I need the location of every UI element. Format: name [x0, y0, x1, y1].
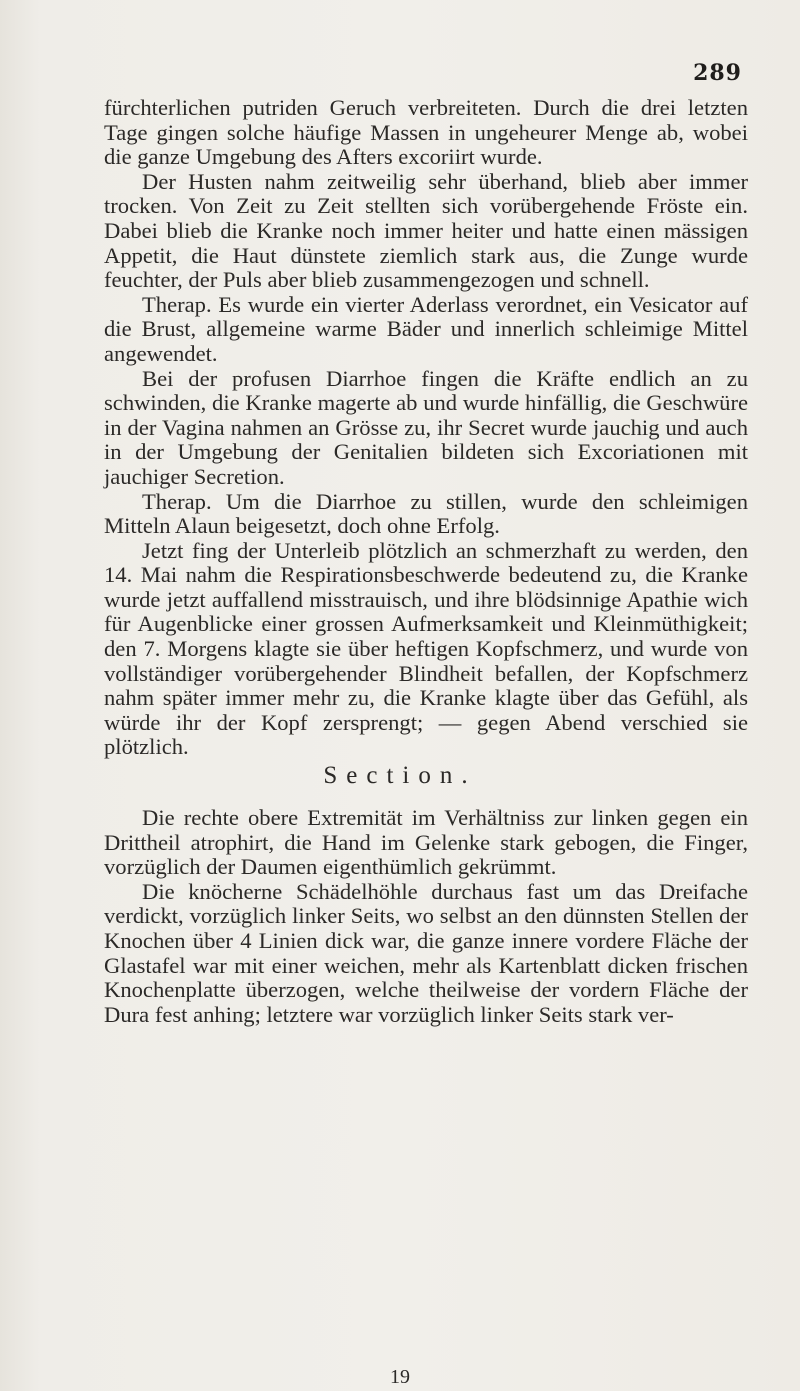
paragraph-cough: Der Husten nahm zeitweilig sehr überhand, blieb aber immer trocken. Von Zeit zu Zeit stellten sich vorübergehende Fröste ein. Dabei blieb die Kranke noch immer heiter und hatte einen mässigen Appetit, die Haut dünstete ziemlich stark aus, die Zunge wurde feuchter, der Puls aber blieb zusammengezogen und schnell.	[104, 168, 748, 293]
paragraph-extremity: Die rechte obere Extremität im Verhältniss zur linken gegen ein Drittheil atrophirt, die Hand im Gelenke stark gebogen, die Finger, vorzüglich der Daumen eigenthümlich gekrümmt.	[104, 805, 748, 880]
paragraph-therapy-1: Therap. Es wurde ein vierter Aderlass verordnet, ein Vesicator auf die Brust, allgemeine warme Bäder und innerlich schleimige Mittel angewendet.	[104, 291, 748, 366]
page-number: 289	[693, 60, 742, 86]
section-heading: Section.	[323, 762, 477, 789]
paragraph-continuation: fürchterlichen putriden Geruch verbreiteten. Durch die drei letzten Tage gingen solche häufige Massen in ungeheurer Menge ab, wobei die ganze Umgebung des Afters excoriirt wurde.	[104, 95, 748, 170]
upper-text-block	[104, 96, 748, 760]
signature-mark: 19	[390, 1366, 410, 1388]
paragraph-skull: Die knöcherne Schädelhöhle durchaus fast um das Dreifache verdickt, vorzüglich linker Seits, wo selbst an den dünnsten Stellen der Knochen über 4 Linien dick war, die ganze innere vordere Fläche der Glastafel war mit einer weichen, mehr als Kartenblatt dicken frischen Knochenplatte überzogen, welche theilweise der vordern Fläche der Dura fest anhing; letztere war vorzüglich linker Seits stark ver-	[104, 878, 748, 1027]
paragraph-decline: Jetzt fing der Unterleib plötzlich an schmerzhaft zu werden, den 14. Mai nahm die Respirationsbeschwerde bedeutend zu, die Kranke wurde jetzt auffallend misstrauisch, und ihre blödsinnige Apathie wich für Augenblicke einer grossen Aufmerksamkeit und Kleinmüthigkeit; den 7. Morgens klagte sie über heftigen Kopfschmerz, und wurde von vollständiger vorübergehender Blindheit befallen, der Kopfschmerz nahm später immer mehr zu, die Kranke klagte über das Gefühl, als würde ihr der Kopf zersprengt; — gegen Abend verschied sie plötzlich.	[104, 537, 748, 760]
lower-text-block	[104, 806, 748, 1027]
paragraph-diarrhoea: Bei der profusen Diarrhoe fingen die Kräfte endlich an zu schwinden, die Kranke magerte ab und wurde hinfällig, die Geschwüre in der Vagina nahmen an Grösse zu, ihr Secret wurde jauchig und auch in der Umgebung der Genitalien bildeten sich Excoriationen mit jauchiger Secretion.	[104, 365, 748, 489]
paragraph-therapy-2: Therap. Um die Diarrhoe zu stillen, wurde den schleimigen Mitteln Alaun beigesetzt, doch ohne Erfolg.	[104, 488, 748, 539]
